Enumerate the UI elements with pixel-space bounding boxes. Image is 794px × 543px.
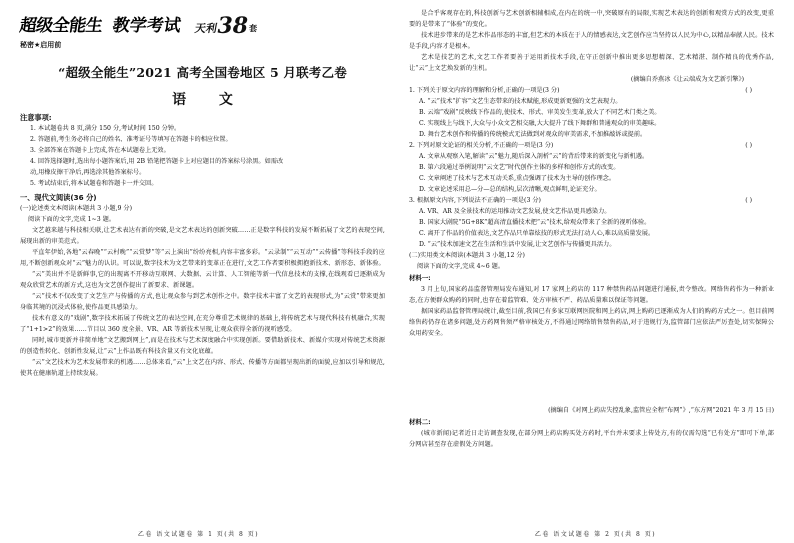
option-a: A. “云”技术“扩容”文艺生态带来的技术赋能,形成更新更强的文艺表现力。 bbox=[419, 98, 622, 105]
option-b: B. 第六段通过举例说明“云文艺”时代创作主体的多样和创作方式的改变。 bbox=[419, 164, 620, 171]
passage-paragraph: “云”美出并不是新鲜事,它的出现离不开移动互联网、大数据、云计算、人工智能等新一代信息技术的支撑,在线观看已逐渐成为观众欣赏艺术的新方式,这也为文艺创作提出了新要求、新课题。 bbox=[20, 271, 385, 289]
material-1-body bbox=[409, 284, 774, 405]
option-a: A. 文章从观察入笔,解读“云”魅力,随后深入剖析“云”的背后带来的新变化与新机遇。 bbox=[419, 153, 649, 160]
notes-heading: 注意事项: bbox=[20, 113, 52, 122]
option-b: B. 国家大剧院“5G+8K”超高清直播技术把“云”技术,给观众带来了全新的视听体验。 bbox=[419, 219, 651, 226]
material-paragraph: 据国家药品监督管理局统计,截至目前,我国已有多家互联网医院和网上药店,网上购药已逐渐成为人们的购药方式之一。但目前网络售药仍存在诸多问题,处方药网售须严格审核处方,不得通过网络销售禁售药品,对于违规行为,监管部门应依法严厉查处,切实保障公众用药安全。 bbox=[409, 308, 774, 337]
option-d: D. 文章论述采用总—分—总的结构,层次清晰,观点鲜明,论证充分。 bbox=[419, 186, 601, 193]
passage-paragraph: 文艺越来越与科技相关联,让艺术表达有新的突破,是文艺术表达的创新突破……正是数字科技的发展不断拓展了文艺的表现空间,展现出新的审美范式。 bbox=[20, 227, 385, 245]
passage-paragraph: 技术有意义的“戏剧”,数字技术拓展了传统文艺的表达空间,在充分尊重艺术规律的基础上,将传统艺术与现代科技有机融合,实现了“1+1>2”的效果……节目以 360 度全景、VR、AR 等新技术呈现,让观众获得全新的视听感受。 bbox=[20, 315, 385, 333]
question-3: 3. 根据原文内容,下列说法不正确的一项是(3 分) ( ) bbox=[409, 197, 752, 204]
brand-header bbox=[18, 8, 385, 39]
note-item: 5. 考试结束后,将本试题卷和答题卡一并交回。 bbox=[30, 180, 158, 187]
option-c: C. 实现线上与线下,大众与小众文艺相交融,大大提升了线下舞群和普通观众的审美趣味。 bbox=[419, 120, 661, 127]
passage-body bbox=[20, 225, 385, 461]
subsection-heading: (二)实用类文本阅读(本题共 3 小题,12 分) bbox=[409, 252, 525, 259]
section-heading: 一、现代文阅读(36 分) bbox=[20, 193, 97, 202]
tianli-logo: 天利 38 套 bbox=[193, 13, 258, 39]
passage-paragraph: 平直年伊始,各地“云春晚”“云村晚”“云赏梦”等“云上演出”纷纷亮相,内容丰富多彩。“云录制”“云互动”“云传播”等科技手段的应用,不断创新观众对“云”魅力的认识。可以说,数字技术为文艺带来的变革正在进行,文艺工作者要积极拥抱新技术、新形态、新体验。 bbox=[20, 249, 385, 267]
note-item: 动,用橡皮擦干净后,再选涂其他答案标号。 bbox=[30, 169, 146, 176]
passage-continued bbox=[409, 8, 774, 74]
brand-exam: 教学考试 bbox=[110, 16, 182, 36]
note-item: 1. 本试题卷共 8 页,满分 150 分,考试时间 150 分钟。 bbox=[30, 125, 181, 132]
option-c: C. 离开了作品的价值表达,文艺作品只单靠炫技的形式无法打动人心,难以高质量发展。 bbox=[419, 230, 655, 237]
question-1: 1. 下列关于原文内容的理解和分析,正确的一项是(3 分) ( ) bbox=[409, 87, 752, 94]
option-d: D. 舞台艺术创作和传播的传统模式无法做到对观众的审美需求,不加推敲诉或提前。 bbox=[419, 131, 647, 138]
material-paragraph: 3 月上旬,国家药品监督管理局发布通知,对 17 家网上药店的 117 种禁售药品问题进行通报,责令整改。网络售药作为一种新业态,在方便群众购药的同时,也存在着监管难、处方审核不严、药品质量难以保证等问题。 bbox=[409, 286, 774, 304]
passage-paragraph: 艺术是技艺的艺术,文艺工作者要善于运用新技术手段,在守正创新中推出更多思想精深、艺术精湛、制作精良的优秀作品,让“云”上文艺焕发新的生机。 bbox=[409, 54, 774, 72]
passage-paragraph: 是合乎客观存在的,科技创新与艺术创新相辅相成,在内在的统一中,突破原有的局限,实现艺术表达的创新和观赏方式的改变,更重要的是带来了“体验”的变化。 bbox=[409, 10, 774, 28]
material-source: (摘编自《对网上药店失控乱象,监管应全程“布网”》,“东方网”2021 年 3 月 15 日) bbox=[548, 407, 774, 414]
material-paragraph: (城市新闻)记者近日走访调查发现,在部分网上药店购买处方药时,平台并未要求上传处方,有的仅需勾选“已有处方”即可下单,部分网店甚至存在虚假处方问题。 bbox=[409, 430, 774, 448]
material-2-body bbox=[409, 428, 774, 461]
option-b: B. 云端“戏剧”反映线下作品的,使技术、形式、审美发生变革,放大了不同艺术门类之美。 bbox=[419, 109, 661, 116]
passage-source: (摘编自乔燕冰《让云端成为文艺新引擎》) bbox=[630, 76, 744, 83]
exam-title: “超级全能生”2021 高考全国卷地区 5 月联考乙卷 bbox=[58, 65, 347, 80]
passage-paragraph: “云”技术不仅改变了文艺生产与传播的方式,也让观众参与到艺术创作之中。数字技术丰富了文艺的表现形式,为“云赏”带来更加身临其境的沉浸式体验,使作品更具感染力。 bbox=[20, 293, 385, 311]
reading-instruction: 阅读下面的文字,完成 1~3 题。 bbox=[28, 216, 116, 223]
question-text: 1. 下列关于原文内容的理解和分析,正确的一项是(3 分) bbox=[409, 87, 560, 94]
secret-label: 秘密★启用前 bbox=[20, 41, 62, 49]
notes-list bbox=[20, 123, 385, 189]
question-text: 3. 根据原文内容,下列说法不正确的一项是(3 分) bbox=[409, 197, 541, 204]
note-item: 2. 答题前,考生务必将自己的姓名、准考证号等填写在答题卡的相应位置。 bbox=[30, 136, 232, 143]
subsection-heading: (一)论述类文本阅读(本题共 3 小题,9 分) bbox=[20, 205, 133, 212]
brand-name: 超级全能生 bbox=[18, 16, 104, 36]
page-footer: 乙卷 语文试题卷 第 1 页(共 8 页) bbox=[137, 531, 260, 538]
option-c: C. 文章阐述了技术与艺术互动关系,重点强调了技术为主导的创作理念。 bbox=[419, 175, 616, 182]
passage-paragraph: “云”文艺技术为艺术发展带来的机遇……总体来看,“云”上文艺在内容、形式、传播等方面都呈现出新的面貌,应加以引导和规范,使其在健康轨道上持续发展。 bbox=[20, 359, 385, 377]
option-d: D. “云”技术加速文艺在生活和生活中发展,让文艺创作与传播更具活力。 bbox=[419, 241, 616, 248]
subject-title: 语 文 bbox=[172, 92, 247, 108]
passage-paragraph: 同时,城市更新并非简单地“文艺搬到网上”,而是在技术与艺术深度融合中实现创新。要借助新技术、新媒介实现对传统艺术资源的创造性转化、创新性发展,让“云”上作品既有科技含量又有文化底蕴。 bbox=[20, 337, 385, 355]
page-footer: 乙卷 语文试题卷 第 2 页(共 8 页) bbox=[534, 531, 657, 538]
question-2: 2. 下列对原文论证的相关分析,不正确的一项是(3 分) ( ) bbox=[409, 142, 752, 149]
option-a: A. VR、AR 及全景技术的运用推动文艺发展,使文艺作品更具感染力。 bbox=[419, 208, 611, 215]
right-page bbox=[397, 0, 794, 543]
material-2-label: 材料二: bbox=[409, 418, 431, 426]
reading-instruction: 阅读下面的文字,完成 4~6 题。 bbox=[417, 263, 505, 270]
passage-paragraph: 技术进步带来的是艺术作品形态的丰富,但艺术的本质在于人的情感表达,文艺创作应当坚持以人民为中心,以精品奉献人民。技术是手段,内容才是根本。 bbox=[409, 32, 774, 50]
note-item: 3. 全部答案在答题卡上完成,答在本试题卷上无效。 bbox=[30, 147, 170, 154]
question-text: 2. 下列对原文论证的相关分析,不正确的一项是(3 分) bbox=[409, 142, 554, 149]
material-1-label: 材料一: bbox=[409, 274, 431, 282]
note-item: 4. 回答选择题时,选出每小题答案后,用 2B 铅笔把答题卡上对应题目的答案标号涂黑。如需改 bbox=[30, 158, 284, 165]
